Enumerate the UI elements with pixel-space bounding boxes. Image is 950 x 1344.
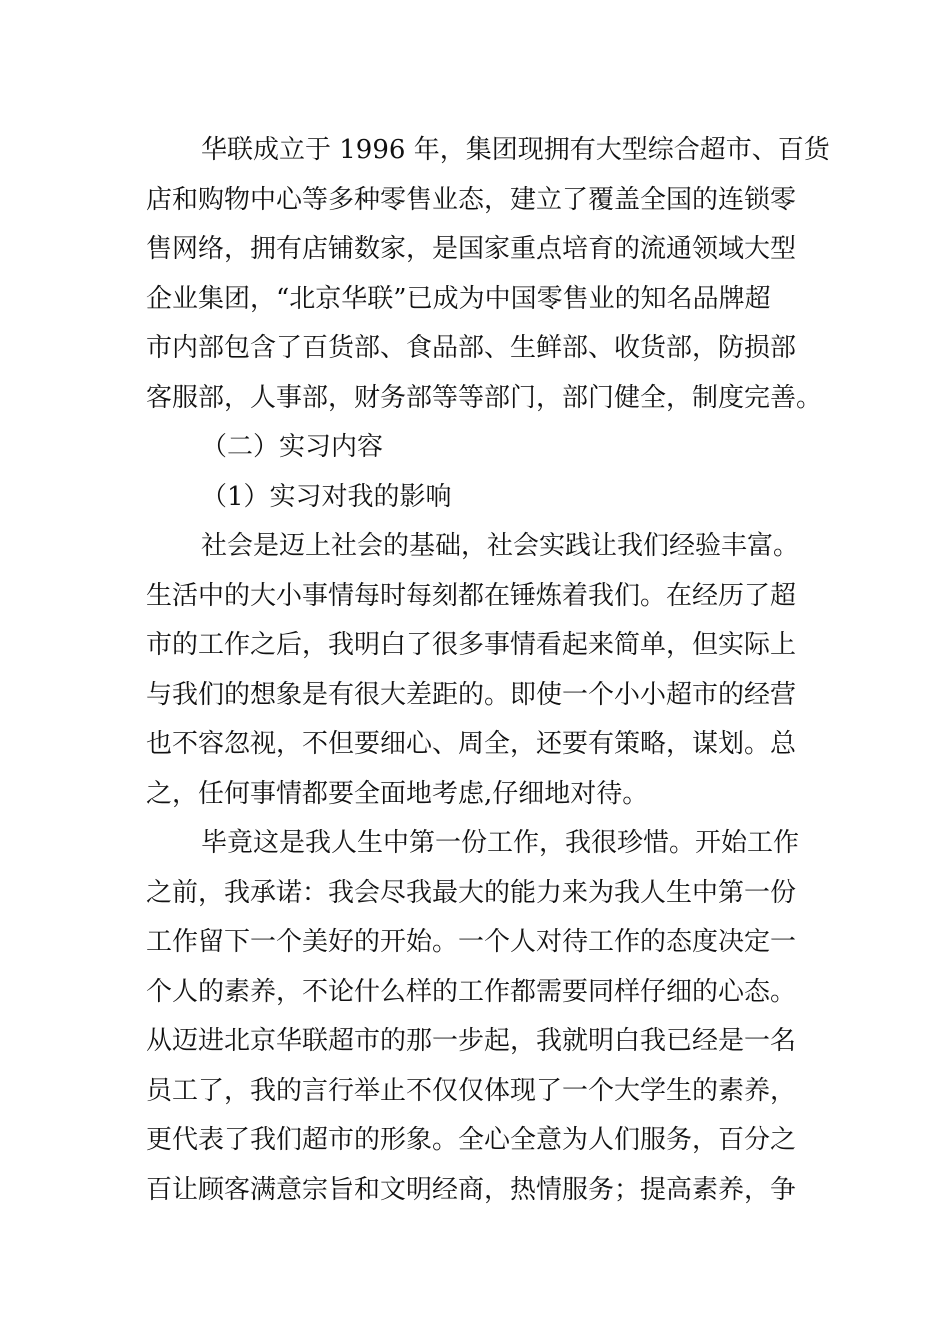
paragraph-line: 之，任何事情都要全面地考虑,仔细地对待。: [146, 778, 649, 809]
paragraph-line: 毕竟这是我人生中第一份工作，我很珍惜。开始工作: [201, 828, 800, 858]
paragraph-line: 个人的素养，不论什么样的工作都需要同样仔细的心态。: [146, 976, 797, 1007]
paragraph-line: 与我们的想象是有很大差距的。即使一个小小超市的经营: [146, 679, 797, 710]
paragraph-line: 生活中的大小事情每时每刻都在锤炼着我们。在经历了超: [146, 580, 797, 611]
paragraph-line: 社会是迈上社会的基础，社会实践让我们经验丰富。: [201, 531, 800, 561]
paragraph-line: 市的工作之后，我明白了很多事情看起来简单，但实际上: [146, 630, 797, 660]
paragraph-line: 工作留下一个美好的开始。一个人对待工作的态度决定一: [146, 927, 797, 957]
paragraph-line: 从迈进北京华联超市的那一步起，我就明白我已经是一名: [146, 1026, 797, 1056]
paragraph-line: 客服部，人事部，财务部等等部门，部门健全，制度完善。: [146, 382, 823, 413]
paragraph-line: 也不容忽视，不但要细心、周全，还要有策略，谋划。总: [146, 729, 797, 759]
paragraph-line: 企业集团，“北京华联”已成为中国零售业的知名品牌超: [146, 283, 771, 314]
paragraph-line: 市内部包含了百货部、食品部、生鲜部、收货部，防损部: [146, 333, 797, 363]
paragraph-line: 华联成立于 1996 年，集团现拥有大型综合超市、百货: [201, 135, 830, 165]
paragraph-line: 员工了，我的言行举止不仅仅体现了一个大学生的素养，: [146, 1075, 797, 1106]
paragraph-line: 更代表了我们超市的形象。全心全意为人们服务，百分之: [146, 1125, 797, 1155]
paragraph-line: 之前，我承诺：我会尽我最大的能力来为我人生中第一份: [146, 877, 797, 908]
subsection-heading: （1）实习对我的影响: [201, 481, 452, 512]
paragraph-line: 百让顾客满意宗旨和文明经商，热情服务；提高素养，争: [146, 1174, 797, 1205]
section-heading: （二）实习内容: [201, 432, 384, 462]
body-text: [146, 126, 830, 1215]
paragraph-line: 店和购物中心等多种零售业态，建立了覆盖全国的连锁零: [146, 184, 797, 215]
paragraph-line: 售网络，拥有店铺数家，是国家重点培育的流通领域大型: [146, 234, 797, 264]
